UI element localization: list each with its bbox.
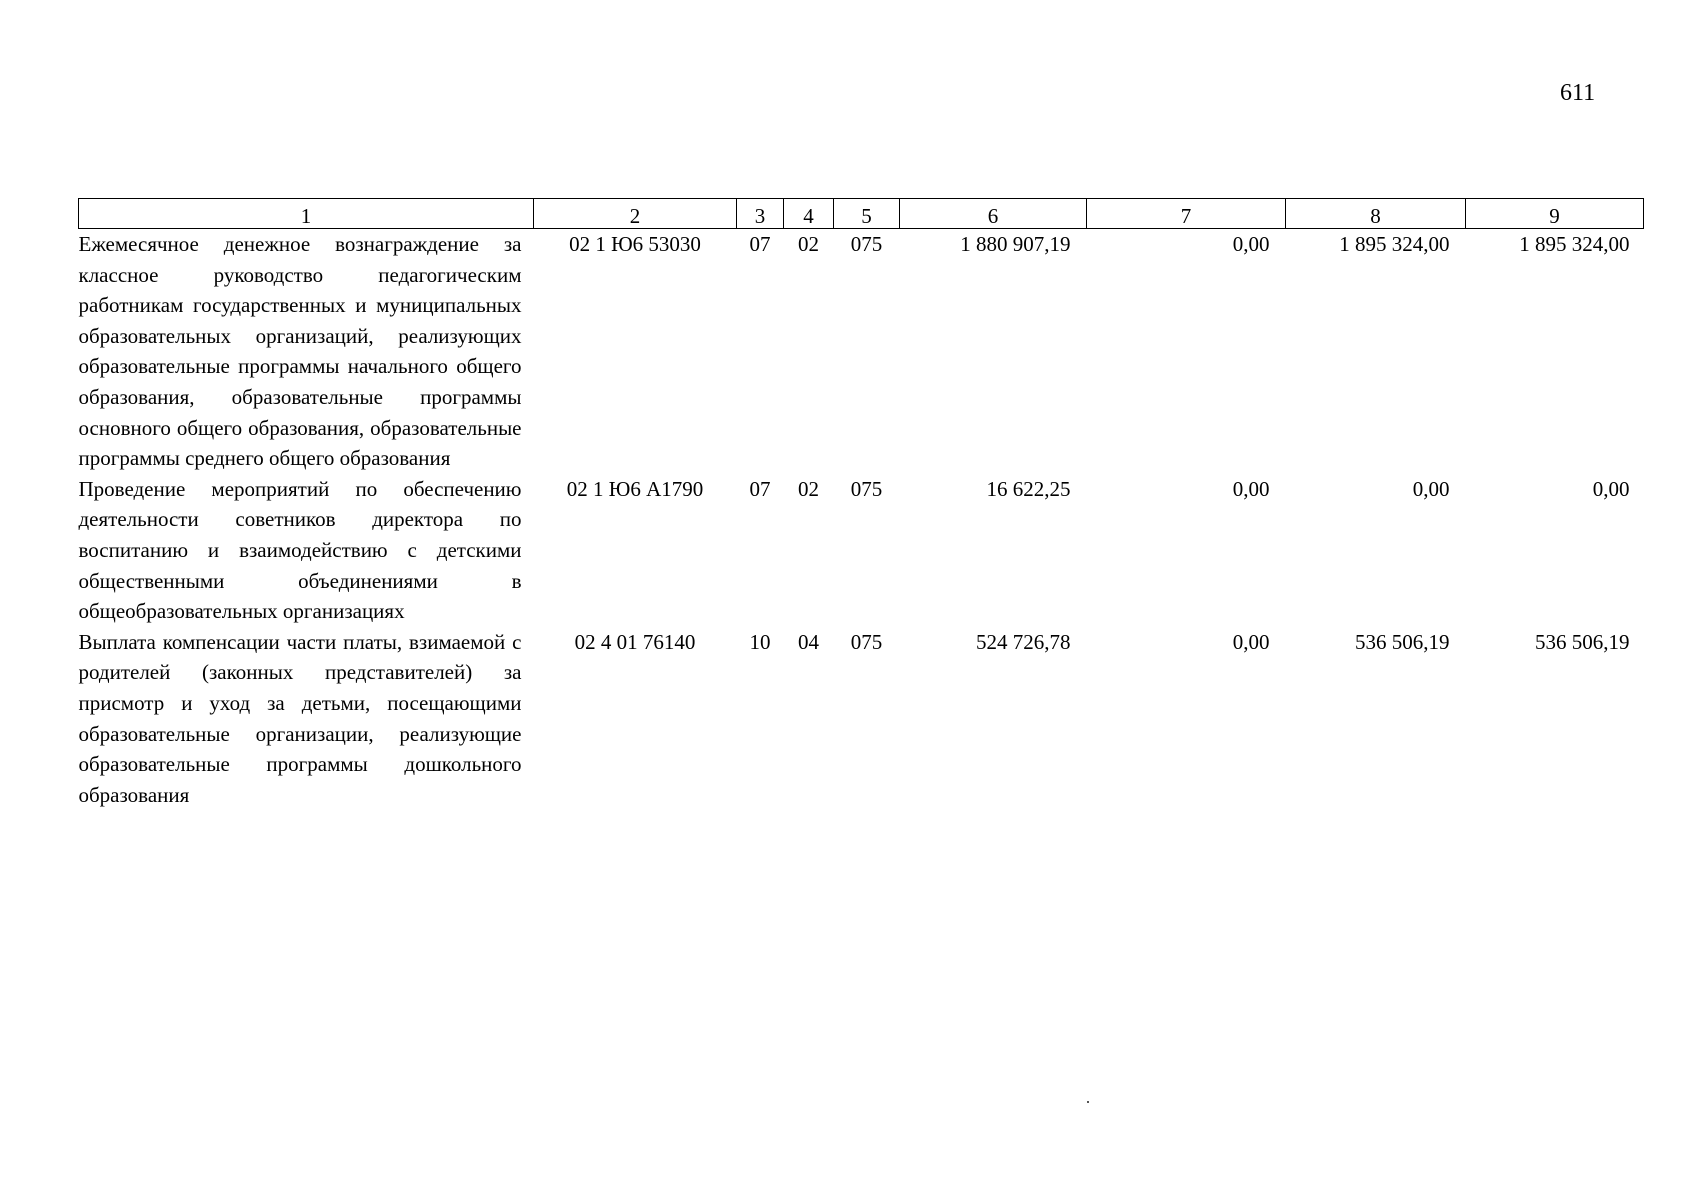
page-number: 611	[1560, 80, 1596, 106]
column-header: 1	[79, 199, 534, 229]
row-col3: 07	[749, 232, 771, 256]
row-description: Выплата компенсации части платы, взимаемой с родителей (законных представителей) за присмотр и уход за детьми, посещающими образовательные организации, реализующие образовательные программы дошкольного образования	[78, 629, 522, 807]
row-col9: 1 895 324,00	[1519, 232, 1630, 256]
row-col3: 10	[749, 629, 771, 654]
row-col7: 0,00	[1232, 476, 1270, 501]
column-header: 9	[1466, 199, 1644, 229]
row-col5: 075	[850, 476, 883, 501]
row-col5: 075	[850, 629, 883, 654]
row-col3: 07	[749, 476, 771, 501]
table-row	[79, 229, 1644, 474]
table-row	[79, 474, 1644, 627]
row-col6: 524 726,78	[976, 629, 1071, 654]
row-col4: 02	[798, 232, 819, 256]
row-description: Проведение мероприятий по обеспечению деятельности советников директора по воспитанию и взаимодействию с детскими общественными объединениями в общеобразовательных организациях	[78, 476, 522, 624]
row-code: 02 1 Ю6 А1790	[566, 476, 704, 501]
row-col9: 0,00	[1592, 476, 1630, 501]
row-col4: 04	[798, 629, 819, 654]
column-header: 8	[1286, 199, 1466, 229]
row-col6: 16 622,25	[986, 476, 1071, 501]
column-header: 5	[834, 199, 900, 229]
column-header: 7	[1087, 199, 1286, 229]
column-header: 4	[784, 199, 834, 229]
row-col8: 0,00	[1412, 476, 1450, 501]
column-header: 6	[900, 199, 1087, 229]
header-row	[79, 199, 1644, 229]
column-header: 2	[534, 199, 737, 229]
row-col5: 075	[850, 232, 883, 256]
row-col8: 536 506,19	[1355, 629, 1450, 654]
row-code: 02 4 01 76140	[574, 629, 696, 654]
row-col7: 0,00	[1232, 232, 1270, 256]
row-col9: 536 506,19	[1535, 629, 1630, 654]
budget-table	[78, 198, 1644, 810]
row-col8: 1 895 324,00	[1339, 232, 1450, 256]
row-description: Ежемесячное денежное вознаграждение за классное руководство педагогическим работникам государственных и муниципальных образовательных организаций, реализующих образовательные программы начального общего образования, образовательные программы основного общего образования, образовательные программы среднего общего образования	[78, 232, 522, 471]
column-header: 3	[737, 199, 784, 229]
scan-speck	[1087, 1101, 1089, 1103]
row-col6: 1 880 907,19	[960, 232, 1071, 256]
row-code: 02 1 Ю6 53030	[569, 232, 701, 256]
table-row	[79, 627, 1644, 811]
row-col7: 0,00	[1232, 629, 1270, 654]
row-col4: 02	[798, 476, 819, 501]
